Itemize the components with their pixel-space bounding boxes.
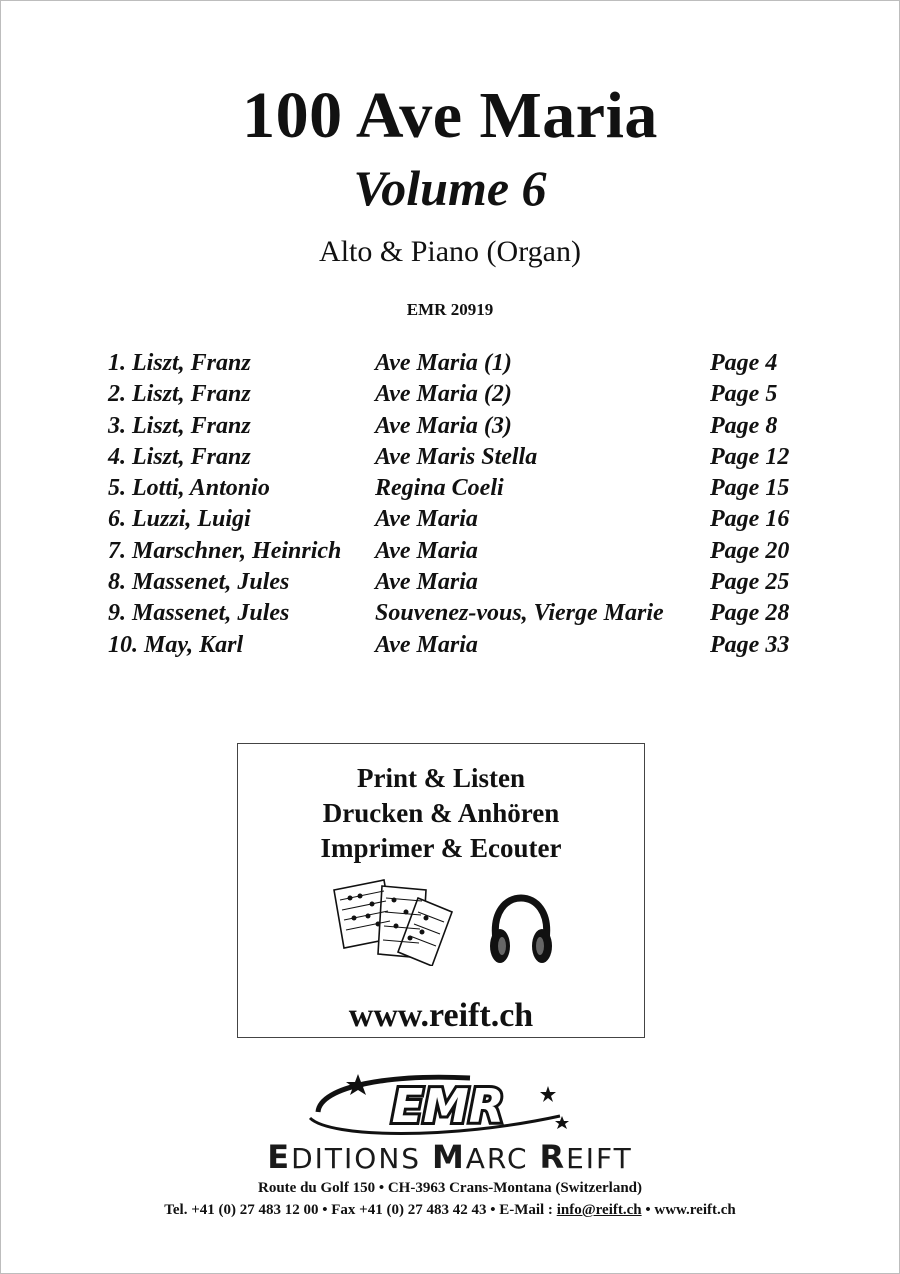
emr-logo-icon: [300, 1068, 580, 1140]
svg-text:EMR: EMR: [391, 1079, 505, 1133]
contents-row: [108, 347, 808, 378]
composer: 5. Lotti, Antonio: [108, 475, 270, 502]
page-ref: Page 15: [710, 475, 790, 502]
composer: 3. Liszt, Franz: [108, 412, 251, 439]
piece-title: Ave Maria: [375, 569, 478, 596]
page-ref: Page 33: [710, 631, 790, 658]
piece-title: Ave Maris Stella: [375, 443, 538, 470]
sheet-music-icon: [330, 876, 460, 966]
contents-row: [108, 378, 808, 409]
piece-title: Ave Maria: [375, 631, 478, 658]
composer: 9. Massenet, Jules: [108, 600, 290, 627]
page-ref: Page 28: [710, 600, 790, 627]
contents-row: [108, 472, 808, 503]
contents-row: [108, 597, 808, 628]
composer: 2. Liszt, Franz: [108, 381, 251, 408]
composer: 7. Marschner, Heinrich: [108, 537, 342, 564]
contents-row: [108, 410, 808, 441]
catalog-number: EMR 20919: [406, 300, 494, 319]
instrumentation: Alto & Piano (Organ): [319, 235, 581, 268]
page-ref: Page 5: [710, 381, 778, 408]
piece-title: Ave Maria (1): [375, 350, 512, 376]
piece-title: Ave Maria: [375, 506, 478, 533]
composer: 10. May, Karl: [108, 631, 244, 658]
page-ref: Page 12: [710, 443, 790, 470]
publisher-name: EDITIONS MARC REIFT: [267, 1138, 633, 1176]
piece-title: Ave Maria: [375, 537, 478, 564]
promo-line-english: Print & Listen: [357, 763, 525, 793]
piece-title: Souvenez-vous, Vierge Marie: [375, 600, 664, 627]
volume-subtitle: Volume 6: [353, 160, 547, 216]
contents-row: [108, 441, 808, 472]
headphones-icon: [486, 892, 556, 970]
composer: 4. Liszt, Franz: [108, 443, 251, 470]
page-ref: Page 20: [710, 537, 790, 564]
piece-title: Regina Coeli: [375, 475, 504, 502]
email-link[interactable]: info@reift.ch: [556, 1202, 642, 1218]
piece-title: Ave Maria (3): [375, 412, 512, 439]
promo-line-french: Imprimer & Ecouter: [320, 833, 562, 863]
page-ref: Page 16: [710, 506, 790, 533]
composer: 6. Luzzi, Luigi: [108, 506, 251, 533]
piece-title: Ave Maria (2): [375, 381, 512, 408]
contents-row: [108, 629, 808, 660]
contents-row: [108, 503, 808, 534]
contents-row: [108, 535, 808, 566]
print-listen-box: [237, 743, 645, 1038]
contact-website: • www.reift.ch: [641, 1202, 736, 1218]
page-ref: Page 8: [710, 412, 778, 439]
composer: 1. Liszt, Franz: [108, 350, 251, 376]
publisher-address: Route du Golf 150 • CH-3963 Crans-Montana (Switzerland): [258, 1180, 642, 1196]
page-ref: Page 4: [710, 350, 778, 376]
table-of-contents: [108, 347, 808, 660]
cover-title: 100 Ave Maria: [242, 79, 658, 152]
page-ref: Page 25: [710, 569, 790, 596]
publisher-contact: [0, 1200, 900, 1220]
promo-website: www.reift.ch: [348, 997, 534, 1034]
composer: 8. Massenet, Jules: [108, 569, 290, 596]
contents-row: [108, 566, 808, 597]
contact-phone-fax: Tel. +41 (0) 27 483 12 00 • Fax +41 (0) 27 483 42 43 • E-Mail :: [164, 1202, 557, 1218]
promo-line-german: Drucken & Anhören: [322, 798, 560, 828]
